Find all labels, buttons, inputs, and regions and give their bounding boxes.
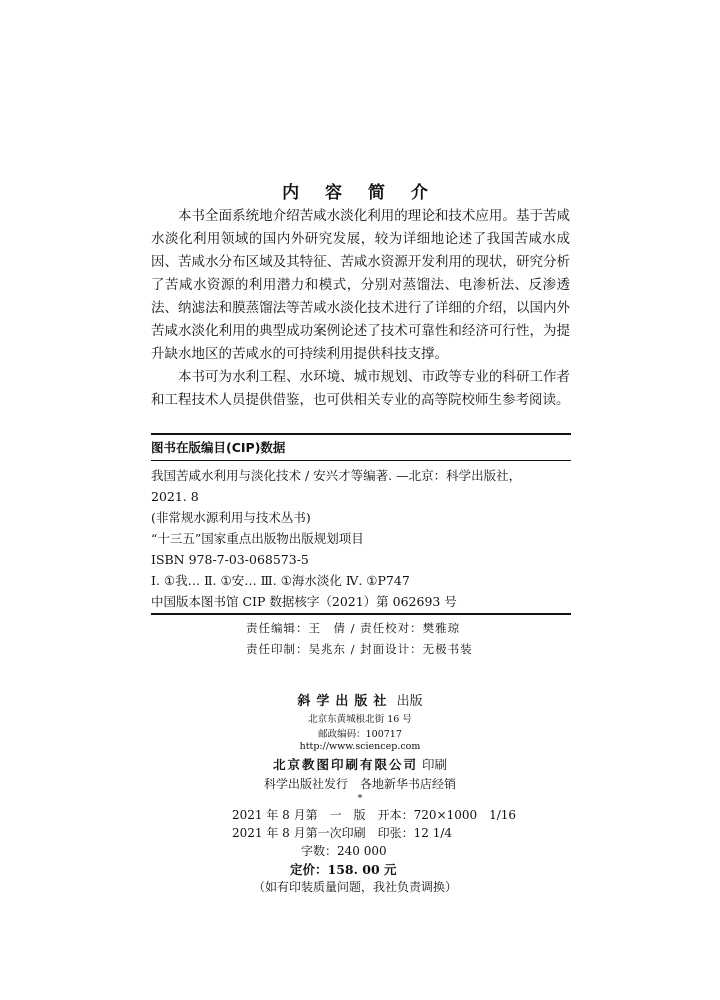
publisher-name: 斜学出版社 — [297, 694, 393, 709]
cip-line-6: Ⅰ. ①我… Ⅱ. ①安… Ⅲ. ①海水淡化 Ⅳ. ①P747 — [151, 573, 410, 588]
cip-top-rule — [151, 433, 571, 435]
publisher-website: http://www.sciencep.com — [299, 741, 421, 752]
price: 定价：158. 00 元 — [290, 862, 397, 877]
publisher-suffix: 出版 — [396, 694, 423, 709]
staff-line-1: 责任编辑：王 倩 / 责任校对：樊雅琼 — [246, 621, 461, 635]
printer-line — [0, 755, 720, 773]
summary-paragraph-1: 本书全面系统地介绍苦咸水淡化利用的理论和技术应用。基于苦咸水淡化利用领域的国内外研究发展，较为详细地论述了我国苦咸水成因、苦咸水分布区域及其特征、苦咸水资源开发利用的现状，研究分析了苦咸水资源的利用潜力和模式，分别对蒸馏法、电渗析法、反渗透法、纳滤法和膜蒸馏法等苦咸水淡化技术进行了详细的介绍，以国内外苦咸水淡化利用的典型成功案例论述了技术可靠性和经济可行性，为提升缺水地区的苦咸水的可持续利用提供科技支撑。 — [151, 208, 570, 362]
publisher-address: 北京东黄城根北街 16 号 — [308, 714, 412, 725]
cip-header-rule — [151, 460, 571, 461]
summary-body — [151, 205, 570, 412]
separator-star: * — [357, 793, 363, 804]
publisher-postcode: 邮政编码：100717 — [318, 729, 402, 740]
printer-suffix: 印刷 — [421, 757, 447, 772]
edition-line-2: 2021 年 8 月第一次印刷 印张：12 1/4 — [232, 826, 453, 840]
edition-line-1: 2021 年 8 月第 一 版 开本：720×1000 1/16 — [232, 808, 517, 822]
cip-line-1: 我国苦咸水利用与淡化技术 / 安兴才等编著. —北京：科学出版社， — [151, 468, 522, 483]
cip-bottom-rule — [151, 613, 571, 615]
summary-paragraph-2: 本书可为水利工程、水环境、城市规划、市政等专业的科研工作者和工程技术人员提供借鉴，也可供相关专业的高等院校师生参考阅读。 — [151, 369, 570, 408]
cip-header: 图书在版编目(CIP)数据 — [151, 440, 286, 455]
cip-line-4: “十三五”国家重点出版物出版规划项目 — [151, 531, 364, 546]
printer-name: 北京教图印刷有限公司 — [272, 757, 418, 772]
staff-line-2: 责任印制：吴兆东 / 封面设计：无极书装 — [246, 642, 473, 656]
word-count: 字数：240 000 — [301, 844, 387, 858]
distribution-line: 科学出版社发行 各地新华书店经销 — [263, 777, 456, 791]
summary-heading: 内 容 简 介 — [282, 183, 438, 203]
quality-note: （如有印装质量问题，我社负责调换） — [253, 880, 458, 894]
cip-line-3: (非常规水源利用与技术丛书) — [151, 510, 311, 525]
publisher-line — [0, 690, 720, 709]
cip-line-5: ISBN 978-7-03-068573-5 — [151, 552, 309, 567]
cip-line-7: 中国版本图书馆 CIP 数据核字（2021）第 062693 号 — [151, 594, 457, 609]
cip-line-2: 2021. 8 — [151, 489, 199, 504]
